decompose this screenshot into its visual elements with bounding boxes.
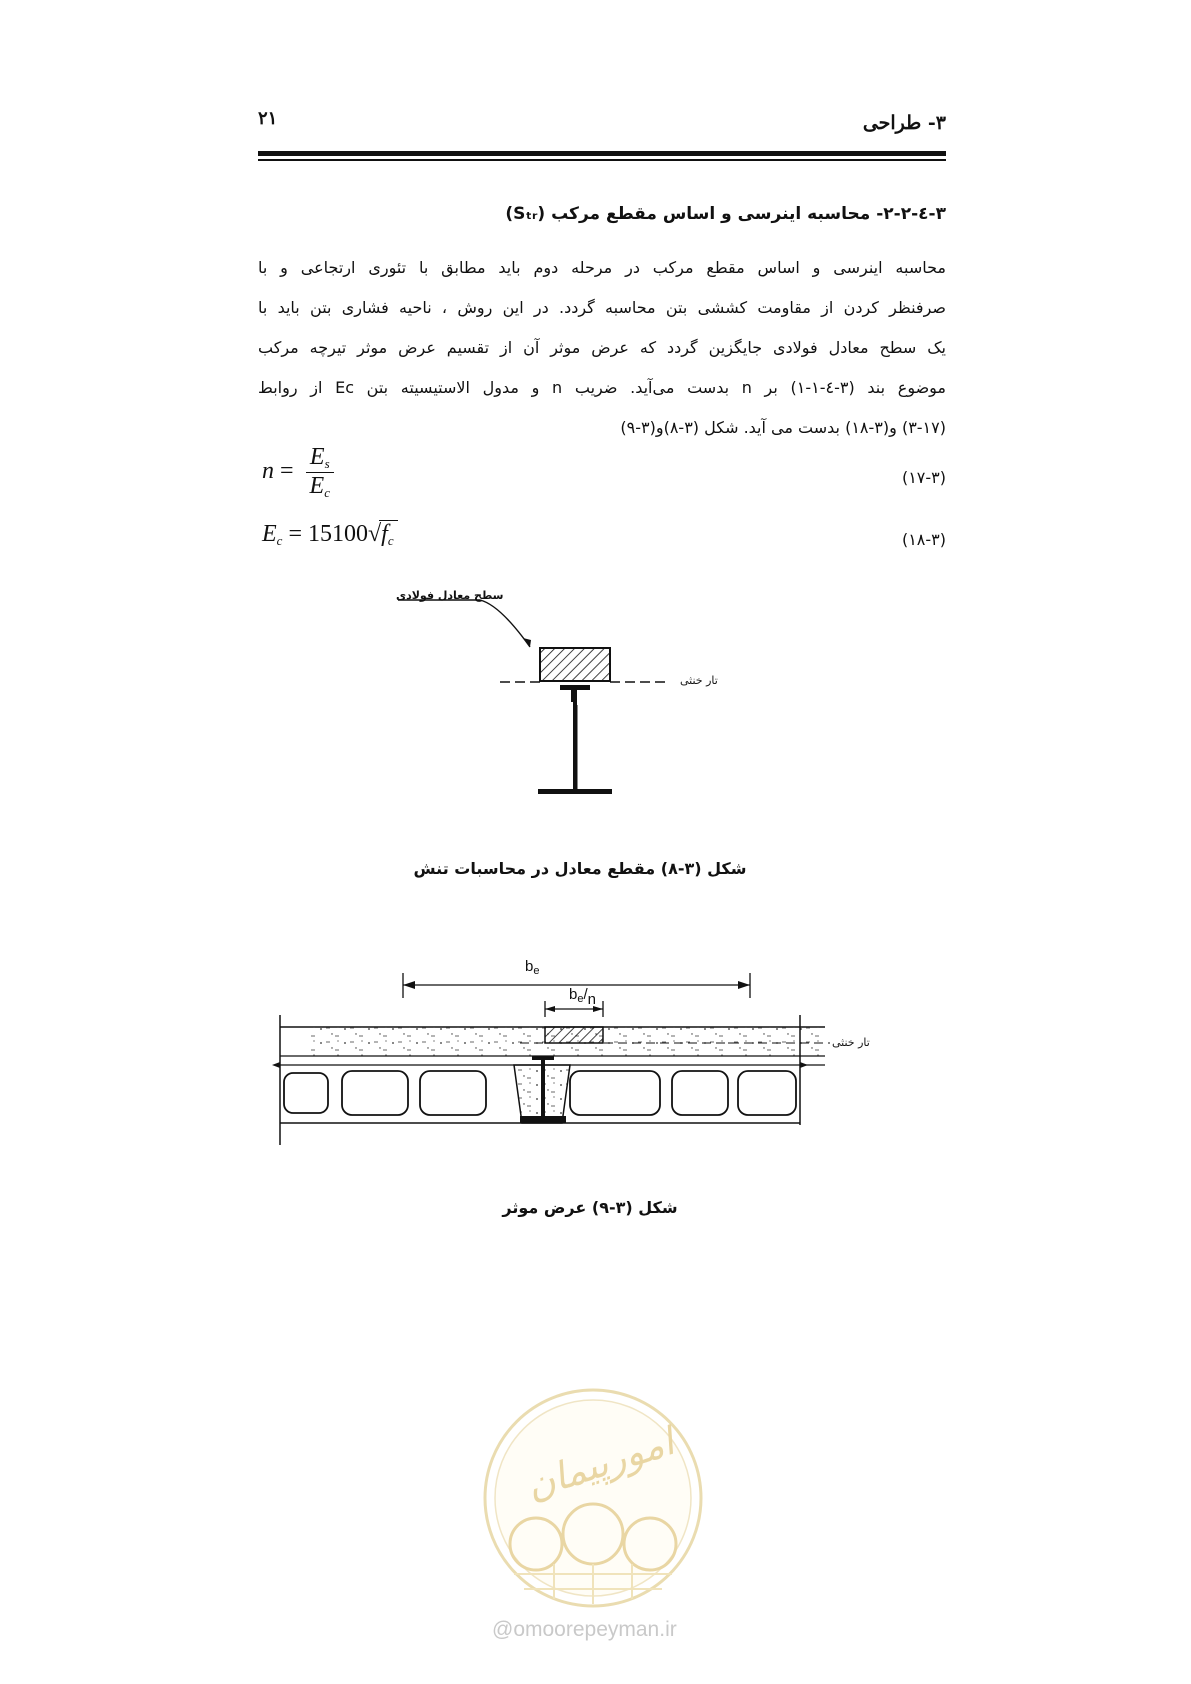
paragraph-line: (۳-۱۷) و(۳-۱۸) بدست می آید. شکل (۳-۸)و(۳-۹)	[620, 418, 946, 437]
leader-line	[398, 600, 530, 647]
paragraph-line: موضوع بند (۳-٤-۱-۱) بر n بدست می‌آید. ضریب n و مدول الاستیسیته بتن Ec از روابط	[258, 378, 946, 397]
top-flange	[560, 685, 590, 690]
hollow-block	[570, 1071, 660, 1115]
equation-number: (۱۷-۳)	[901, 468, 946, 487]
paragraph-line: صرفنظر کردن از مقاومت کششی بتن محاسبه گردد. در این روش ، ناحیه فشاری بتن باید با	[258, 298, 946, 317]
figure-equivalent-section	[380, 585, 780, 825]
joist-web	[541, 1060, 545, 1117]
paragraph-line: یک سطح معادل فولادی جایگزین گردد که عرض موثر آن از تقسیم عرض موثر تیرچه مرکب	[258, 338, 946, 357]
label-be: $b_e$	[525, 958, 540, 977]
hollow-block	[284, 1073, 328, 1113]
equivalent-steel-block	[545, 1027, 603, 1043]
eq-lhs: n	[262, 458, 274, 485]
eq-denominator: $E_c$	[309, 473, 330, 500]
paragraph-line: محاسبه اینرسی و اساس مقطع مرکب در مرحله دوم باید مطابق با تئوری ارتجاعی و با	[258, 258, 946, 277]
eq-numerator: $E_s$	[306, 444, 334, 473]
label-be-n: $b_e/n$	[569, 986, 596, 1008]
label-neutral-axis: تار خنثی	[680, 674, 718, 687]
figure-caption: شکل (۳-۹) عرض موثر	[502, 1198, 678, 1217]
section-heading: ۳-٤-۲-۲- محاسبه اینرسی و اساس مقطع مرکب (Sₜᵣ)	[505, 204, 946, 224]
joist-bottom-plate	[520, 1116, 566, 1123]
hollow-block	[738, 1071, 796, 1115]
watermark-logo-text: امورپیمان	[520, 1419, 680, 1509]
hollow-block	[672, 1071, 728, 1115]
watermark-url: @omoorepeyman.ir	[492, 1618, 677, 1641]
sqrt-sign: √	[368, 521, 382, 547]
hollow-block	[420, 1071, 486, 1115]
chapter-title: ۳- طراحی	[862, 112, 946, 134]
sqrt-radicand: $f_c$	[379, 520, 397, 549]
header-rule	[258, 151, 946, 156]
eq-equals: =	[280, 458, 294, 485]
label-equivalent-steel: سطح معادل فولادی	[396, 589, 504, 602]
equation-number: (۱۸-۳)	[901, 530, 946, 549]
body-paragraph	[258, 248, 946, 448]
bottom-flange	[538, 789, 612, 794]
header-rule-thin	[258, 159, 946, 161]
equation-concrete-modulus: $E_c = 15100√f_c$	[262, 520, 398, 549]
arrow-head	[523, 638, 531, 647]
equivalent-steel-block	[540, 648, 610, 681]
label-neutral-axis: تار خنثی	[832, 1036, 870, 1049]
watermark-logo	[474, 1384, 712, 1612]
equation-modular-ratio	[262, 444, 334, 501]
web	[573, 690, 577, 790]
hollow-block	[342, 1071, 408, 1115]
page-number: ۲۱	[258, 108, 278, 129]
eq-fraction	[306, 444, 334, 501]
figure-caption: شکل (۳-۸) مقطع معادل در محاسبات تنش	[413, 859, 747, 878]
